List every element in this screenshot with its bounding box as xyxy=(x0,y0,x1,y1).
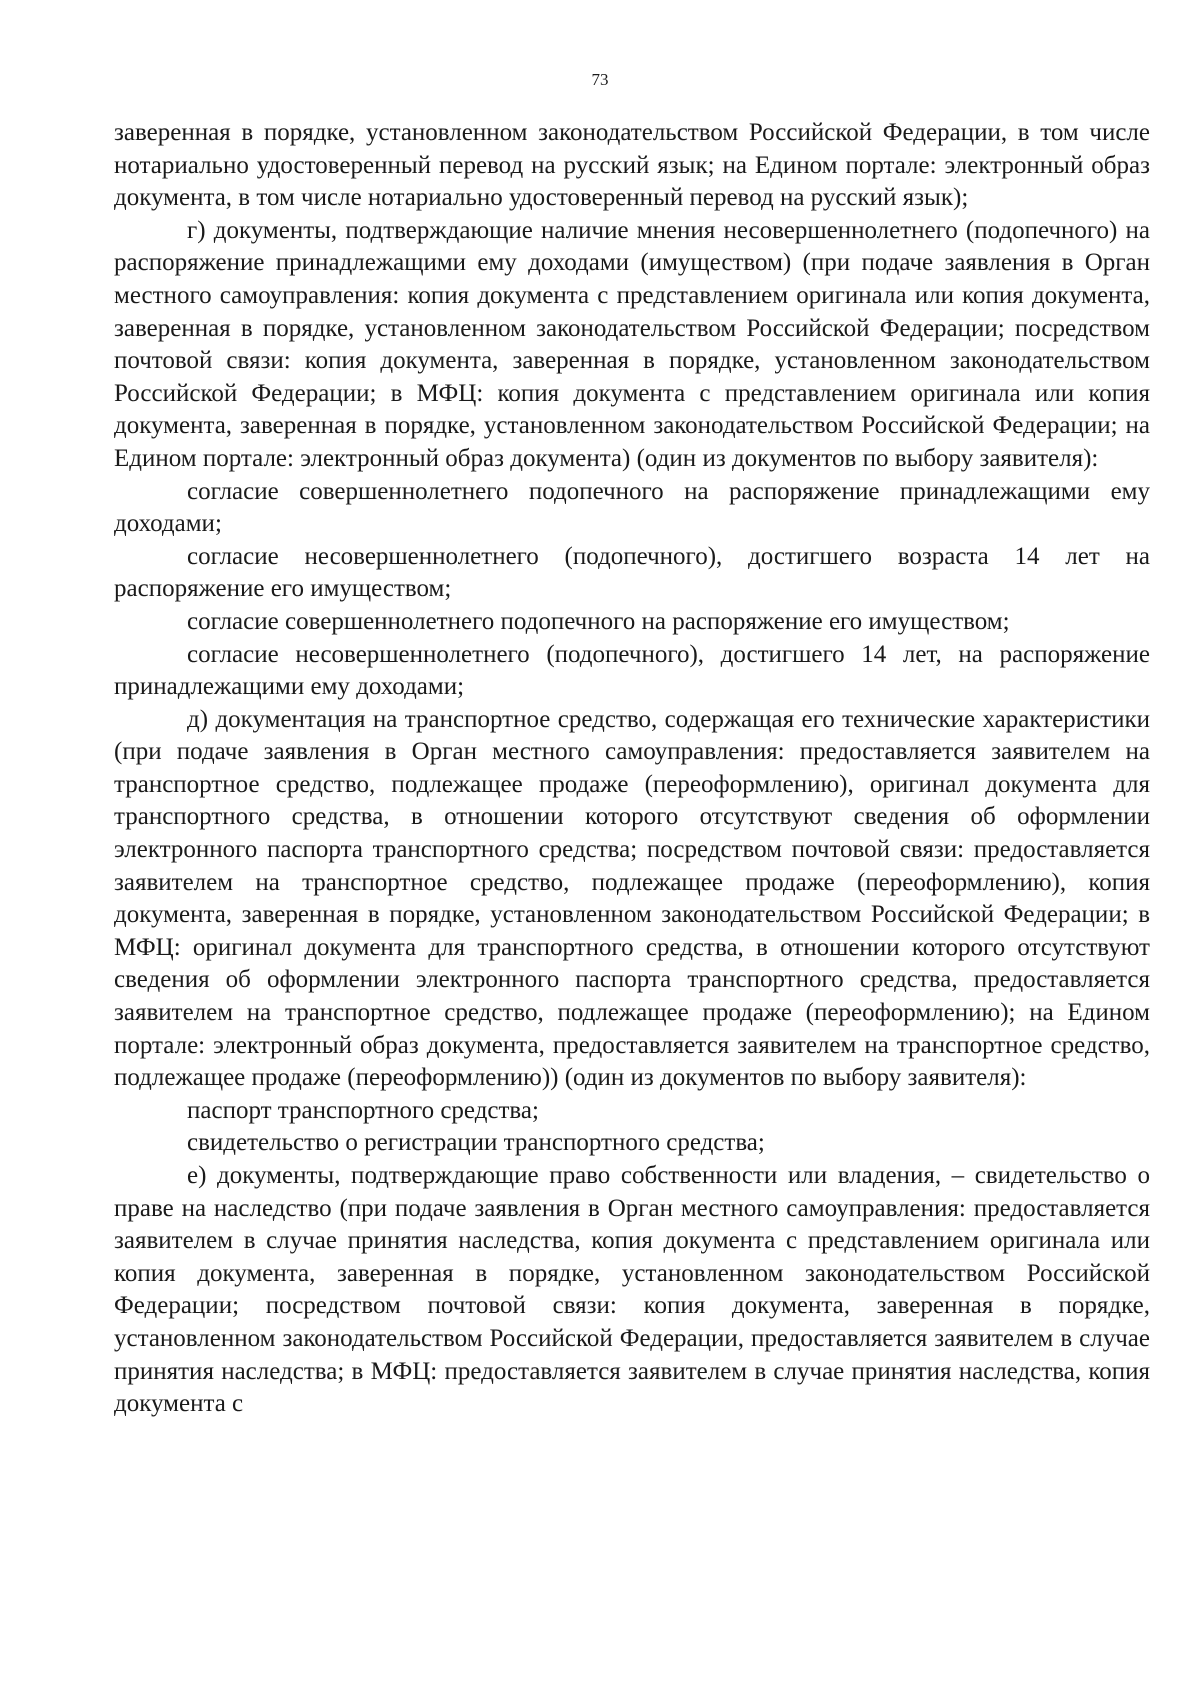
page-number: 73 xyxy=(591,70,609,89)
paragraph-item-g: г) документы, подтверждающие наличие мнения несовершеннолетнего (подопечного) на распоряжение принадлежащими ему доходами (имуществом) (при подаче заявления в Орган местного самоуправления: копия документа с представлением оригинала или копия документа, заверенная в порядке, установленном законодательством Российской Федерации; посредством почтовой связи: копия документа, заверенная в порядке, установленном законодательством Российской Федерации; в МФЦ: копия документа с представлением оригинала или копия документа, заверенная в порядке, установленном законодательством Российской Федерации; на Едином портале: электронный образ документа) (один из документов по выбору заявителя): xyxy=(114,216,1150,472)
paragraph-consent-adult-income: согласие совершеннолетнего подопечного на распоряжение принадлежащими ему доходами; xyxy=(114,477,1150,538)
paragraph-consent-minor-income: согласие несовершеннолетнего (подопечного), достигшего 14 лет, на распоряжение принадлежащими ему доходами; xyxy=(114,640,1150,701)
paragraph-vehicle-passport: паспорт транспортного средства; xyxy=(187,1096,539,1124)
paragraph-item-d: д) документация на транспортное средство, содержащая его технические характеристики (при подаче заявления в Орган местного самоуправления: предоставляется заявителем на транспортное средство, подлежащее продаже (переоформлению), оригинал документа для транспортного средства, в отношении которого отсутствуют сведения об оформлении электронного паспорта транспортного средства; посредством почтовой связи: предоставляется заявителем на транспортное средство, подлежащее продаже (переоформлению), копия документа, заверенная в порядке, установленном законодательством Российской Федерации; в МФЦ: оригинал документа для транспортного средства, в отношении которого отсутствуют сведения об оформлении электронного паспорта транспортного средства, предоставляется заявителем на транспортное средство, подлежащее продаже (переоформлению); на Едином портале: электронный образ документа, предоставляется заявителем на транспортное средство, подлежащее продаже (переоформлению)) (один из документов по выбору заявителя): xyxy=(114,705,1150,1092)
paragraph-item-e: е) документы, подтверждающие право собственности или владения, – свидетельство о праве на наследство (при подаче заявления в Орган местного самоуправления: предоставляется заявителем в случае принятия наследства, копия документа с представлением оригинала или копия документа, заверенная в порядке, установленном законодательством Российской Федерации; посредством почтовой связи: копия документа, заверенная в порядке, установленном законодательством Российской Федерации, предоставляется заявителем в случае принятия наследства; в МФЦ: предоставляется заявителем в случае принятия наследства, копия документа с xyxy=(114,1162,1150,1418)
document-body xyxy=(114,117,1150,1421)
paragraph-consent-adult-property: согласие совершеннолетнего подопечного на распоряжение его имуществом; xyxy=(187,607,1010,635)
paragraph-continuation: заверенная в порядке, установленном законодательством Российской Федерации, в том числе нотариально удостоверенный перевод на русский язык; на Едином портале: электронный образ документа, в том числе нотариально удостоверенный перевод на русский язык); xyxy=(114,119,1150,212)
paragraph-vehicle-registration: свидетельство о регистрации транспортного средства; xyxy=(187,1129,765,1157)
paragraph-consent-minor-property: согласие несовершеннолетнего (подопечного), достигшего возраста 14 лет на распоряжение его имуществом; xyxy=(114,542,1150,603)
